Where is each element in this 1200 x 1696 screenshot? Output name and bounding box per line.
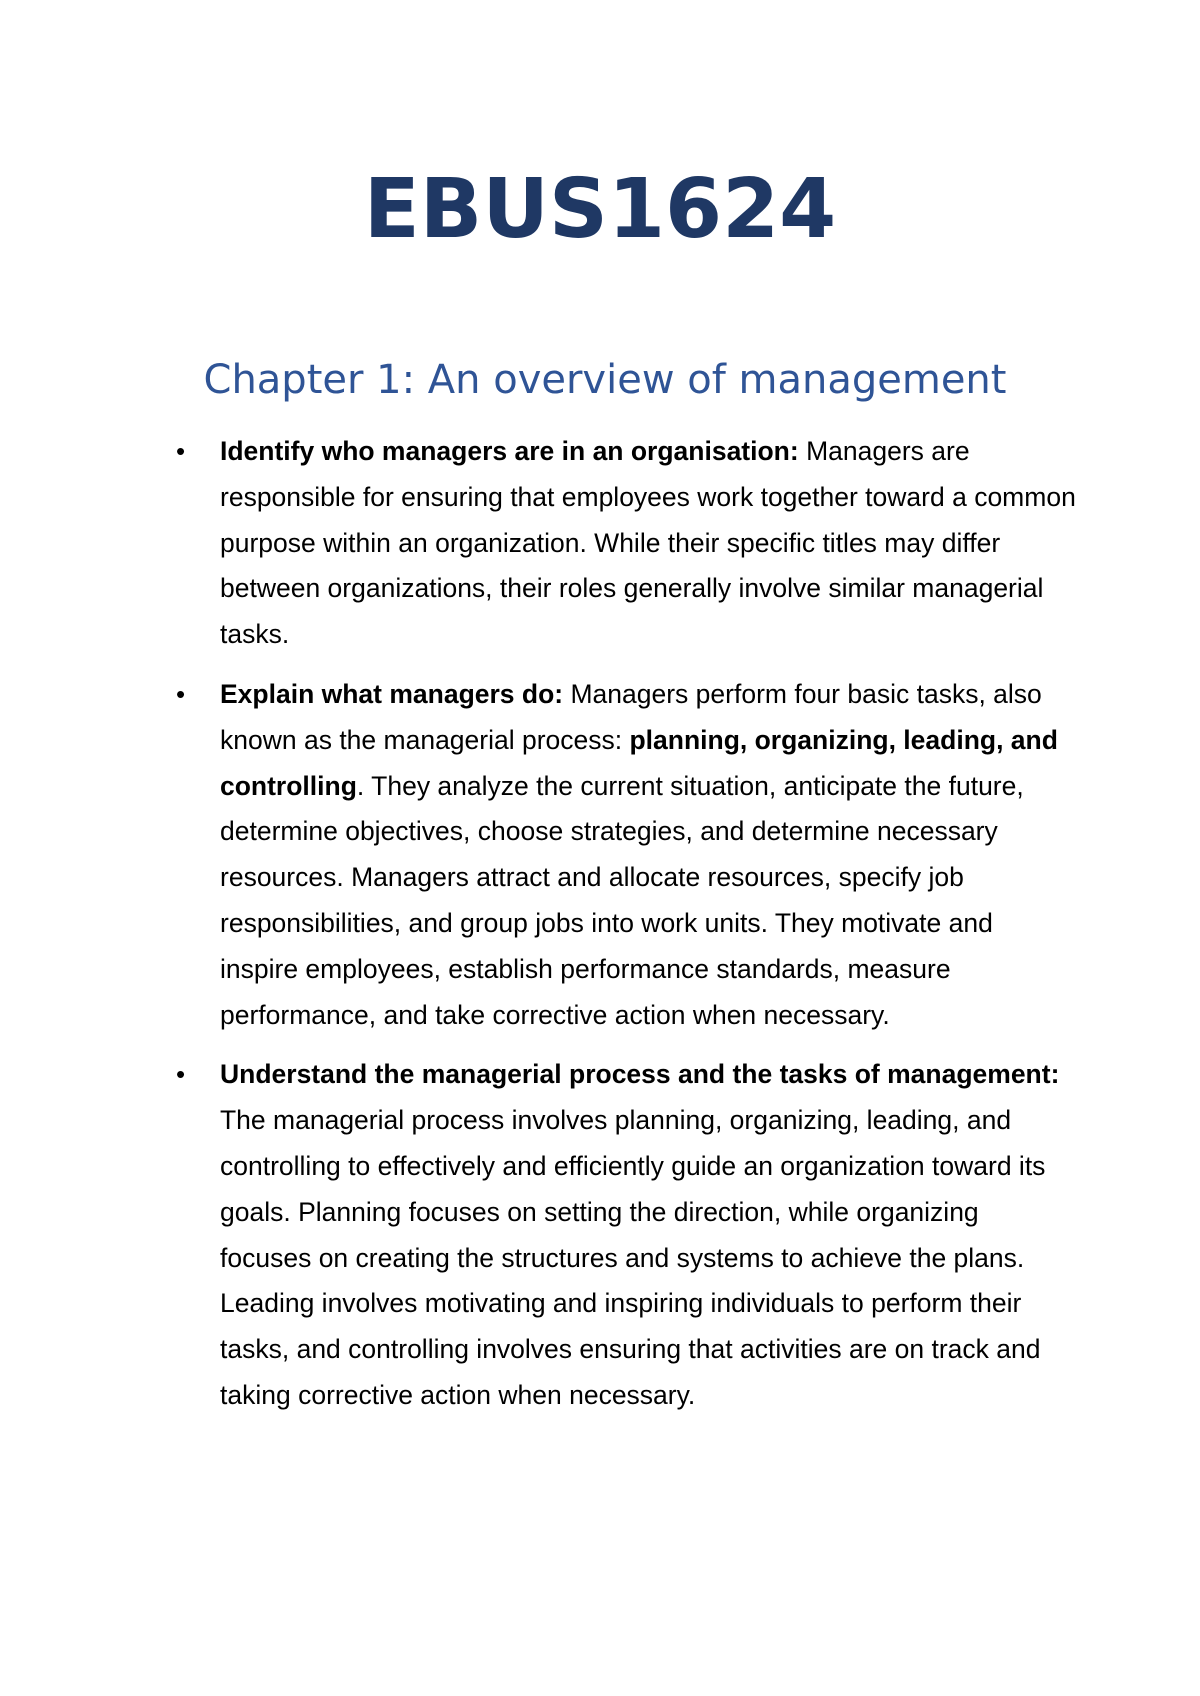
item-lead: Understand the managerial process and the tasks of management: — [220, 1059, 1060, 1090]
list-item — [176, 429, 1076, 658]
item-lead: Identify who managers are in an organisation: — [220, 436, 799, 466]
item-text: . They analyze the current situation, anticipate the future, determine objectives, choose strategies, and determine necessary resources. Managers attract and allocate resources, specify job responsibilities, and group jobs into work units. They motivate and inspire employees, establish performance standards, measure performance, and take corrective action when necessary. — [220, 770, 1024, 1030]
list-item — [176, 1052, 1076, 1418]
item-text: The managerial process involves planning, organizing, leading, and controlling to effectively and efficiently guide an organization toward its goals. Planning focuses on setting the direction, while organizing focuses on creating the structures and systems to achieve the plans. Leading involves motivating and inspiring individuals to perform their tasks, and controlling involves ensuring that activities are on track and taking corrective action when necessary. — [220, 1105, 1046, 1410]
list-item — [176, 672, 1076, 1038]
bullet-icon: • — [176, 678, 186, 709]
bullet-icon: • — [176, 1059, 186, 1090]
item-text: Managers perform four basic tasks, also known as the managerial process: — [220, 678, 1042, 755]
item-emphasis: planning, organizing, leading, and controlling — [220, 724, 1058, 801]
bullet-icon: • — [176, 436, 186, 466]
chapter-heading: Chapter 1: An overview of management — [203, 357, 1007, 403]
item-lead: Explain what managers do: — [220, 678, 564, 709]
document-title: EBUS1624 — [363, 162, 837, 257]
bullet-list — [176, 429, 1076, 1433]
item-text: Managers are responsible for ensuring that employees work together toward a common purpose within an organization. While their specific titles may differ between organizations, their roles generally involve similar managerial tasks. — [220, 436, 1076, 650]
